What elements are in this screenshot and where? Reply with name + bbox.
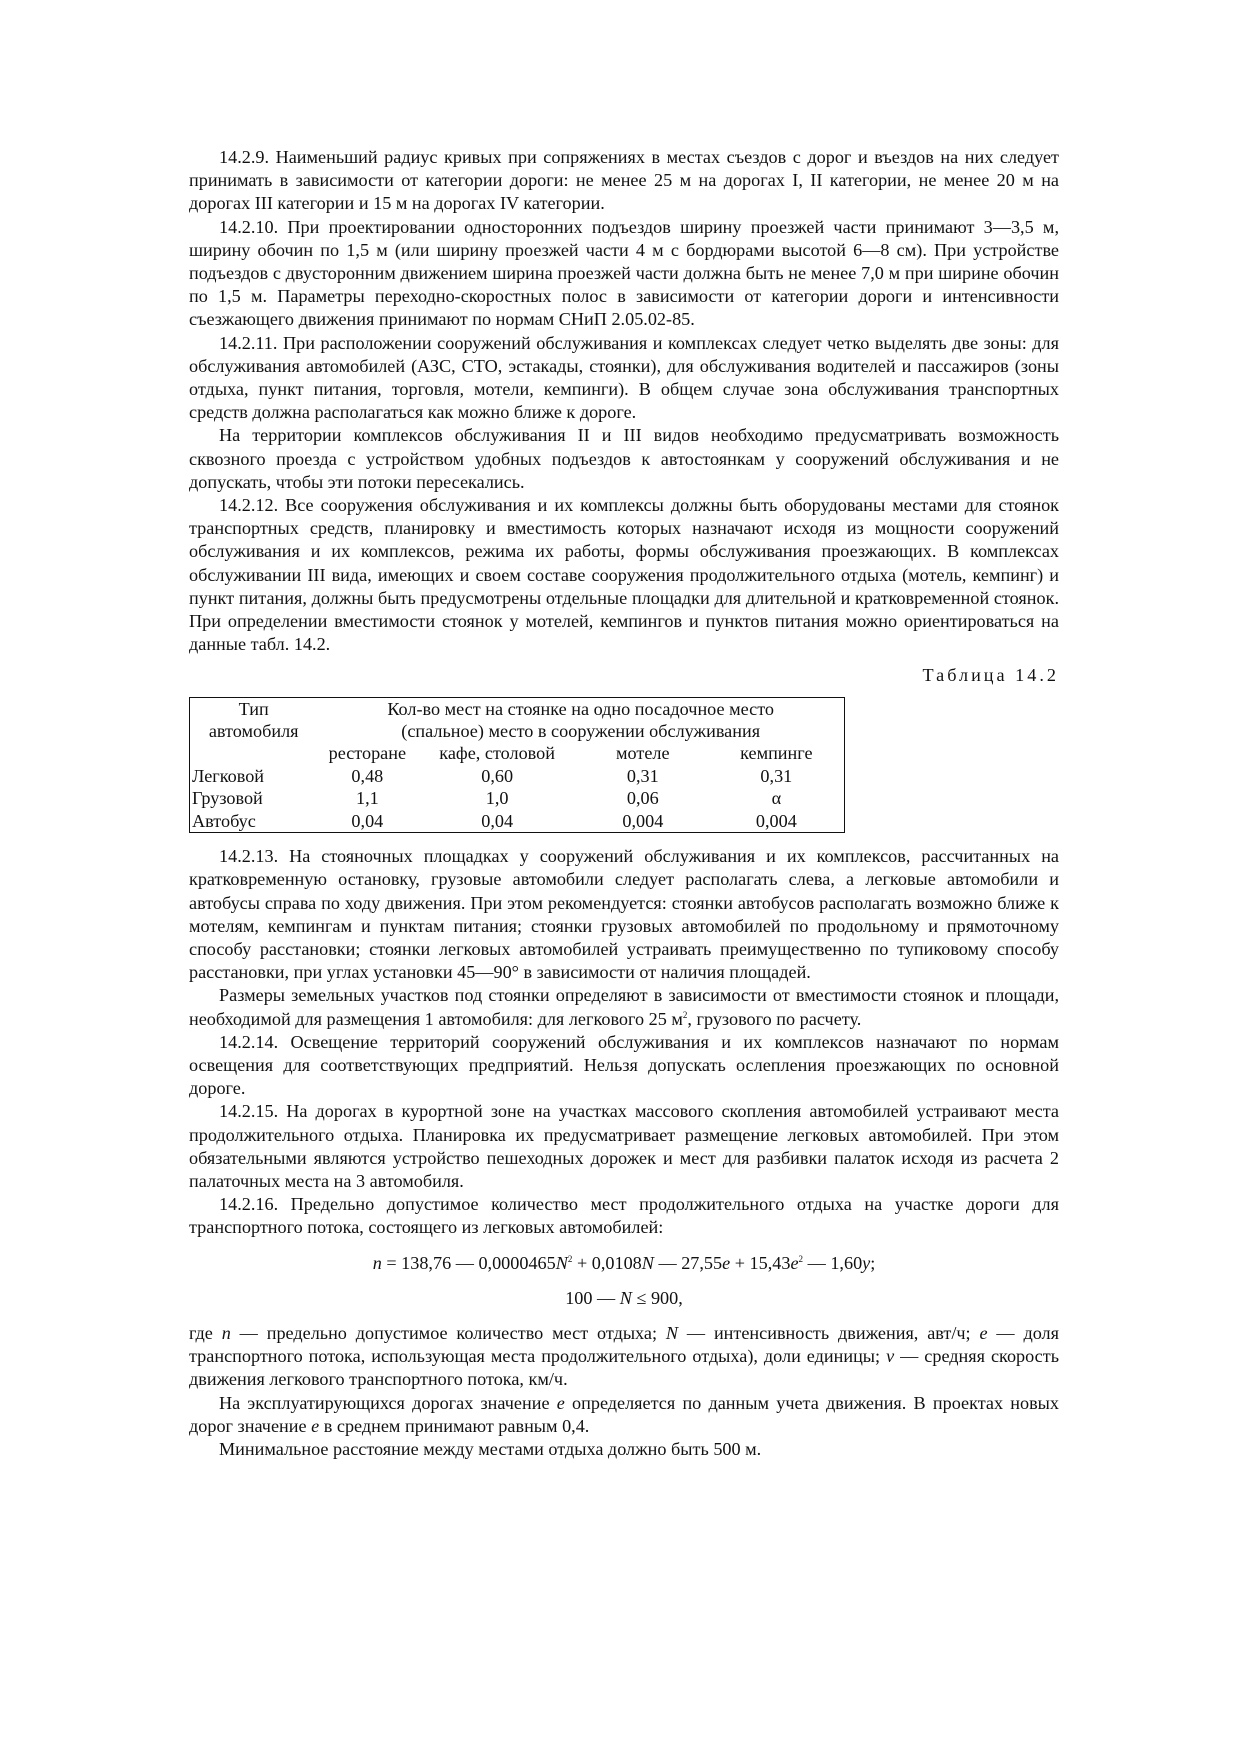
paragraph-14-2-12: 14.2.12. Все сооружения обслуживания и их комплексы должны быть оборудованы местами для стоянок транспортных средств, планировку и вместимость которых назначают исходя из мощности сооружений обслуживания и их комплексов, режима их работы, формы обслуживания проезжающих. В комплексах обслуживании III вида, имеющих и своем составе сооружения продолжительного отдыха (мотель, кемпинг) и пункт питания, должны быть предусмотрены отдельные площадки для длительной и кратковременной стоянок. При определении вместимости стоянок у мотелей, кемпингов и пунктов питания можно ориентироваться на данные табл. 14.2. xyxy=(189,495,1059,655)
paragraph-14-2-14: 14.2.14. Освещение территорий сооружений обслуживания и их комплексов назначают по нормам освещения для соответствующих предприятий. Нельзя допускать ослепления проезжающих по основной дороге. xyxy=(189,1031,1059,1099)
paragraph-14-2-16: 14.2.16. Предельно допустимое количество мест продолжительного отдыха на участке дороги для транспортного потока, состоящего из легковых автомобилей: xyxy=(189,1194,1059,1238)
table-cell: 0,48 xyxy=(351,765,384,786)
paragraph-14-2-15: 14.2.15. На дорогах в курортной зоне на участках массового скопления автомобилей устраивают места продолжительного отдыха. Планировка их предусматривает размещение легковых автомобилей. При этом обязательными являются устройство пешеходных дорожек и мест для разбивки палаток исходя из расчета 2 палаточных места на 3 автомобиля. xyxy=(189,1101,1059,1191)
paragraph-operating-roads: На эксплуатирующихся дорогах значение e определяется по данным учета движения. В проектах новых дорог значение e в среднем принимают равным 0,4. xyxy=(189,1392,1059,1436)
subheader-camping: кемпинге xyxy=(740,743,813,764)
parking-table xyxy=(189,697,845,833)
table-cell: 1,1 xyxy=(355,788,379,809)
header-type-line2: автомобиля xyxy=(208,721,299,742)
header-type-line1: Тип xyxy=(238,698,269,719)
table-caption: Таблица 14.2 xyxy=(922,665,1059,686)
formula-rest-places: n = 138,76 — $0,0000465N^2 + 0,0108N$ — $27,55e + 15,43e^2$ — 1,60y; xyxy=(372,1252,876,1273)
table-subheader-row xyxy=(190,742,845,764)
table-cell: 0,004 xyxy=(755,810,797,831)
paragraph-14-2-9: 14.2.9. Наименьший радиус кривых при сопряжениях в местах съездов с дорог и въездов на них следует принимать в зависимости от категории дороги: не менее 25 м на дорогах I, II категории, не менее 20 м на дорогах III категории и 15 м на дорогах IV категории. xyxy=(189,147,1059,214)
table-cell: 0,004 xyxy=(622,810,664,831)
table-row xyxy=(190,787,845,809)
paragraph-14-2-13: 14.2.13. На стояночных площадках у сооружений обслуживания и их комплексов, рассчитанных на кратковременную остановку, грузовые автомобили следует располагать слева, а легковые автомобили и автобусы справа по ходу движения. При этом рекомендуется: стоянки автобусов располагать возможно ближе к мотелям, кемпингам и пунктам питания; стоянки грузовых автомобилей по продольному и прямоточному способу расстановки; стоянки легковых автомобилей устраивать преимущественно по тупиковому способу расстановки, при углах установки 45—90° в зависимости от наличия площадей. xyxy=(189,846,1059,983)
row-type: Легковой xyxy=(192,765,265,786)
formula-range: 100 — N ≤ 900, xyxy=(565,1287,683,1308)
header-group-line1: Кол-во мест на стоянке на одно посадочное место xyxy=(387,698,775,719)
subheader-motel: мотеле xyxy=(616,743,670,764)
table-cell: 1,0 xyxy=(485,788,509,809)
table-cell: 0,31 xyxy=(760,765,793,786)
paragraph-territory: На территории комплексов обслуживания II и III видов необходимо предусматривать возможность сквозного проезда с устройством удобных подъездов к автостоянкам у сооружений обслуживания и не допускать, чтобы эти потоки пересекались. xyxy=(189,425,1059,492)
table-row xyxy=(190,765,845,787)
row-type: Грузовой xyxy=(192,788,263,809)
table-row xyxy=(190,810,845,833)
paragraph-min-distance: Минимальное расстояние между местами отдыха должно быть 500 м. xyxy=(219,1438,762,1459)
paragraph-14-2-11: 14.2.11. При расположении сооружений обслуживания и комплексах следует четко выделять две зоны: для обслуживания автомобилей (АЗС, СТО, эстакады, стоянки), для обслуживания водителей и пассажиров (зоны отдыха, пункт питания, торговля, мотели, кемпинги). В общем случае зона обслуживания транспортных средств должна располагаться как можно ближе к дороге. xyxy=(189,332,1059,423)
paragraph-where: где n — предельно допустимое количество мест отдыха; N — интенсивность движения, авт/ч; e — доля транспортного потока, использующая места продолжительного отдыха), доли единицы; v — средняя скорость движения легкового транспортного потока, км/ч. xyxy=(189,1322,1059,1390)
paragraph-land-size: Размеры земельных участков под стоянки определяют в зависимости от вместимости стоянок и площади, необходимой для размещения 1 автомобиля: для легкового 25 $м^2$, грузового по расчету. xyxy=(189,985,1059,1029)
table-header-row xyxy=(190,720,845,742)
table-cell: 0,04 xyxy=(351,810,384,831)
subheader-cafe: кафе, столовой xyxy=(439,743,555,764)
subheader-restaurant: ресторане xyxy=(328,743,407,764)
table-cell: 0,06 xyxy=(626,788,659,809)
header-group-line2: (спальное) место в сооружении обслуживания xyxy=(401,721,761,742)
table-cell: 0,60 xyxy=(481,765,514,786)
table-cell: 0,04 xyxy=(481,810,514,831)
table-header-row xyxy=(190,697,845,720)
table-cell: α xyxy=(771,788,782,809)
row-type: Автобус xyxy=(192,810,256,831)
document-page xyxy=(189,146,1059,1461)
table-cell: 0,31 xyxy=(626,765,659,786)
paragraph-14-2-10: 14.2.10. При проектировании односторонних подъездов ширину проезжей части принимают 3—3,5 м, ширину обочин по 1,5 м (или ширину проезжей части 4 м с бордюрами высотой 6—8 см). При устройстве подъездов с двусторонним движением ширина проезжей части должна быть не менее 7,0 м при ширине обочин по 1,5 м. Параметры переходно-скоростных полос в зависимости от категории дороги и интенсивности съезжающего движения принимают по нормам СНиП 2.05.02-85. xyxy=(189,216,1059,330)
